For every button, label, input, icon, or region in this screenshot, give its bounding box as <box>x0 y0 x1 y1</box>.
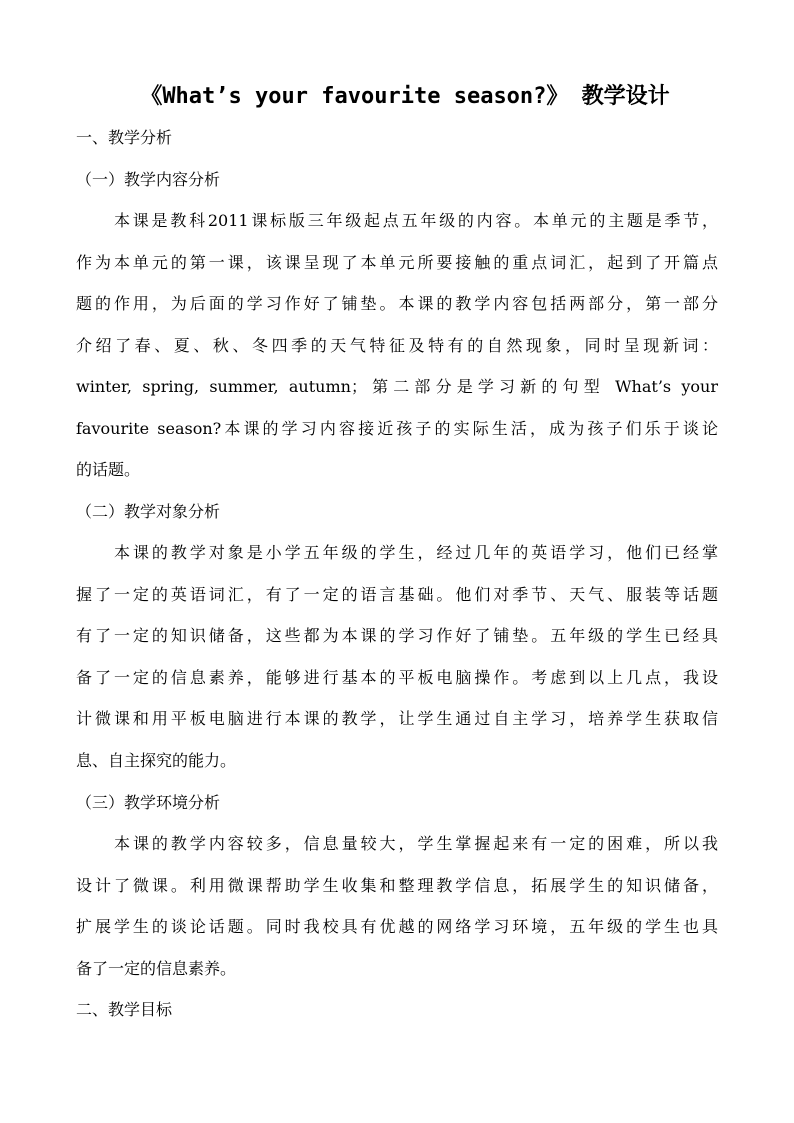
paragraph-environment-analysis <box>76 832 718 998</box>
paragraph-line: 本课的教学对象是小学五年级的学生，经过几年的英语学习，他们已经掌 <box>114 543 718 562</box>
paragraph-content-analysis <box>76 209 718 500</box>
paragraph-line: 本课是教科2011课标版三年级起点五年级的内容。本单元的主题是季节， <box>114 211 718 230</box>
paragraph-line: 题的作用，为后面的学习作好了铺垫。本课的教学内容包括两部分，第一部分 <box>76 294 718 313</box>
section-heading-objectives: 二、教学目标 <box>76 1000 173 1019</box>
subsection-heading-learners: （二）教学对象分析 <box>76 502 221 521</box>
subsection-heading-environment: （三）教学环境分析 <box>76 793 221 812</box>
paragraph-line: 备了一定的信息素养，能够进行基本的平板电脑操作。考虑到以上几点，我设 <box>76 667 718 687</box>
paragraph-line: favourite season?本课的学习内容接近孩子的实际生活，成为孩子们乐于谈论 <box>76 418 718 438</box>
paragraph-line: 介绍了春、夏、秋、冬四季的天气特征及特有的自然现象，同时呈现新词： <box>76 335 718 355</box>
paragraph-line: winter, spring, summer, autumn；第二部分是学习新的句型 What’s your <box>76 377 718 396</box>
subsection-heading-content: （一）教学内容分析 <box>76 170 221 189</box>
paragraph-line: 握了一定的英语词汇，有了一定的语言基础。他们对季节、天气、服装等话题 <box>76 584 718 604</box>
section-heading-analysis: 一、教学分析 <box>76 128 173 147</box>
paragraph-line: 作为本单元的第一课，该课呈现了本单元所要接触的重点词汇，起到了开篇点 <box>76 252 718 272</box>
document-title: 《What’s your favourite season?》 教学设计 <box>140 84 670 109</box>
paragraph-line: 计微课和用平板电脑进行本课的教学，让学生通过自主学习，培养学生获取信 <box>76 709 718 728</box>
paragraph-line: 息、自主探究的能力。 <box>76 750 237 770</box>
paragraph-line: 的话题。 <box>76 460 141 479</box>
paragraph-line: 本课的教学内容较多，信息量较大，学生掌握起来有一定的困难，所以我 <box>114 834 718 853</box>
paragraph-line: 备了一定的信息素养。 <box>76 958 237 978</box>
paragraph-line: 有了一定的知识储备，这些都为本课的学习作好了铺垫。五年级的学生已经具 <box>76 626 718 645</box>
paragraph-line: 扩展学生的谈论话题。同时我校具有优越的网络学习环境，五年级的学生也具 <box>76 917 718 936</box>
paragraph-learner-analysis <box>76 541 718 790</box>
paragraph-line: 设计了微课。利用微课帮助学生收集和整理教学信息，拓展学生的知识储备， <box>76 875 718 895</box>
